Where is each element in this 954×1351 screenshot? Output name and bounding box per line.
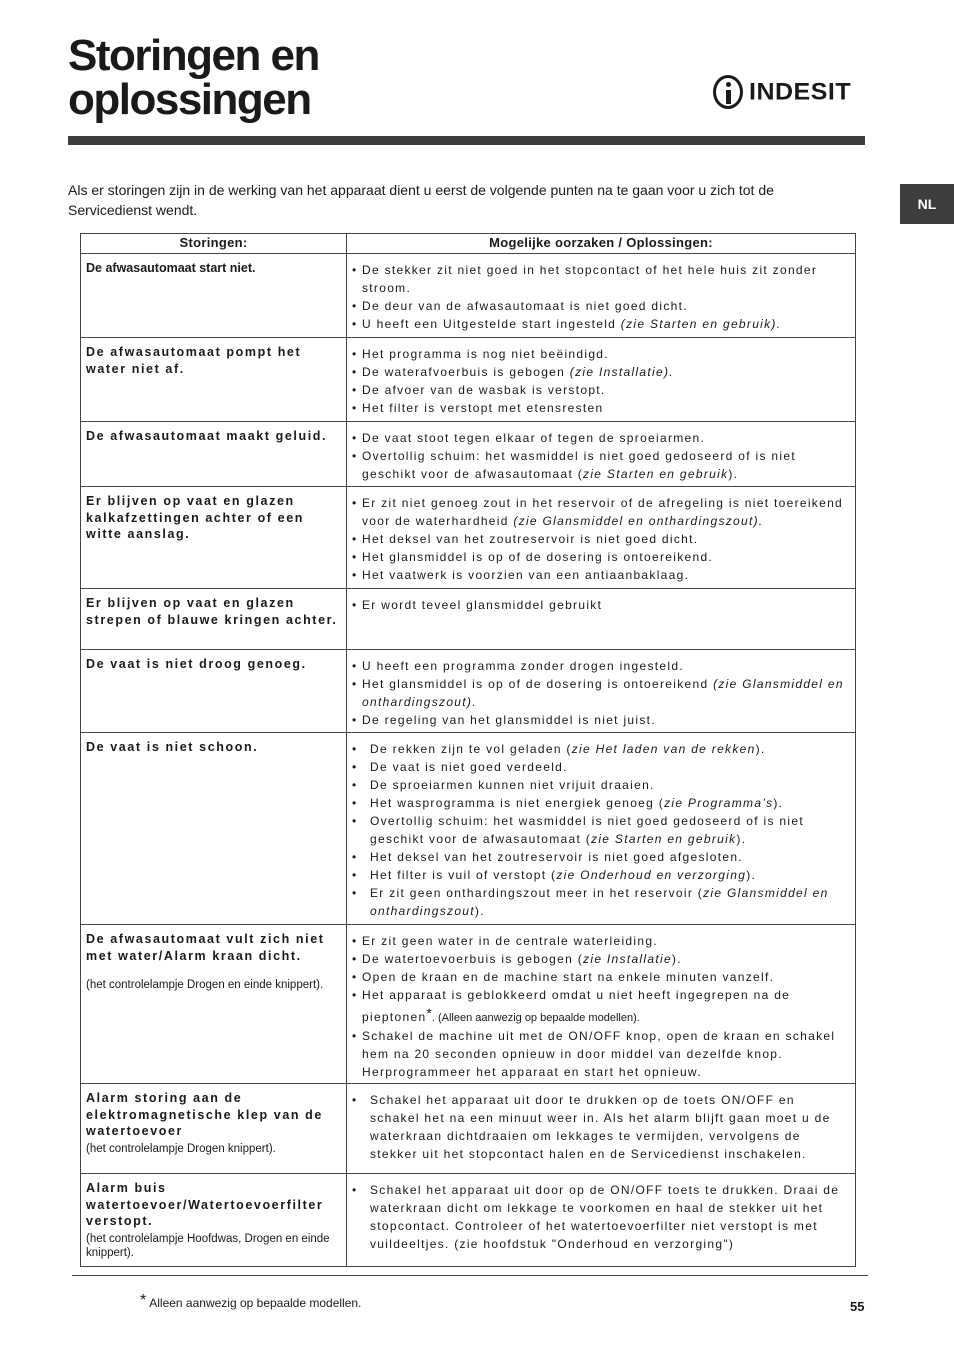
- list-item: • De deur van de afwasautomaat is niet goed dicht.: [352, 299, 688, 313]
- list-item: • Er zit geen water in de centrale waterleiding.: [352, 934, 658, 948]
- fault-label: De vaat is niet schoon.: [86, 740, 259, 754]
- list-item: • De afvoer van de wasbak is verstopt.: [352, 383, 606, 397]
- asterisk-mark: *: [140, 1292, 147, 1309]
- list-item: • Het vaatwerk is voorzien van een antiaanbaklaag.: [352, 568, 690, 582]
- footnote-text: Alleen aanwezig op bepaalde modellen.: [149, 1296, 362, 1310]
- list-item: • Er zit geen onthardingszout meer in het reservoir (zie Glansmiddel en onthardingszout).: [352, 886, 829, 918]
- list-item: • Schakel het apparaat uit door te drukken op de toets ON/OFF en schakel het na een minuut weer in. Als het alarm blijft gaan moet u de waterkraan dichtdraaien om lekkages te vermijden, vervolgens de stekker uit het stopcontact halen en de Servicedienst inschakelen.: [352, 1093, 831, 1161]
- header-divider: [68, 136, 865, 145]
- cause-list: [347, 650, 855, 729]
- fault-note: (het controlelampje Drogen en einde knippert).: [86, 979, 324, 991]
- list-item: • Het wasprogramma is niet energiek genoeg (zie Programma’s).: [352, 796, 784, 810]
- table-header-row: [81, 234, 856, 254]
- cause-list: [347, 254, 855, 333]
- list-item: • Schakel de machine uit met de ON/OFF knop, open de kraan en schakel hem na 20 seconden opnieuw in door middel van dezelfde knop. Herprogrammeer het apparaat en start het opnieuw.: [352, 1029, 836, 1079]
- list-item: • De regeling van het glansmiddel is niet juist.: [352, 713, 656, 727]
- page-title-line-2: oplossingen: [68, 75, 311, 124]
- table-row: [81, 1084, 856, 1174]
- list-item: • Schakel het apparaat uit door op de ON/OFF toets te drukken. Draai de waterkraan dicht om lekkage te voorkomen en haal de stekker uit het stopcontact. Controleer of het watertoevoerfilter niet verstopt is met vuildeeltjes. (zie hoofdstuk "Onderhoud en verzorging"): [352, 1183, 840, 1251]
- page-title: [68, 31, 319, 124]
- indesit-logo-icon: [713, 75, 743, 109]
- list-item: • De vaat stoot tegen elkaar of tegen de sproeiarmen.: [352, 431, 706, 445]
- page-title-line-1: Storingen en: [68, 31, 319, 80]
- fault-label: Alarm buis watertoevoer/Watertoevoerfilter verstopt. (het controlelampje Hoofdwas, Drogen en einde knippert).: [81, 1174, 346, 1260]
- fault-label: Er blijven op vaat en glazen strepen of blauwe kringen achter.: [86, 596, 338, 627]
- cause-list: [347, 422, 855, 483]
- cause-list: [347, 1174, 855, 1253]
- list-item: • De waterafvoerbuis is gebogen (zie Installatie).: [352, 365, 674, 379]
- fault-note: (het controlelampje Hoofdwas, Drogen en einde knippert).: [86, 1232, 330, 1259]
- table-row: [81, 1174, 856, 1267]
- table-row: [81, 733, 856, 925]
- intro-paragraph: Als er storingen zijn in de werking van het apparaat dient u eerst de volgende punten na te gaan voor u zich tot de Servicedienst wendt.: [68, 182, 774, 218]
- cause-list: [347, 733, 855, 920]
- list-item: • Er zit niet genoeg zout in het reservoir of de afregeling is niet toereikend voor de waterhardheid (zie Glansmiddel en onthardingszout).: [352, 496, 844, 528]
- cause-list: [347, 589, 855, 614]
- list-item: • De rekken zijn te vol geladen (zie Het laden van de rekken).: [352, 742, 766, 756]
- asterisk-mark: *: [426, 1005, 432, 1021]
- list-item: • Het deksel van het zoutreservoir is niet goed dicht.: [352, 532, 699, 546]
- cause-list: [347, 1084, 855, 1163]
- header-causes: Mogelijke oorzaken / Oplossingen:: [347, 234, 856, 254]
- footer-divider: [72, 1275, 868, 1276]
- header-faults: Storingen:: [81, 234, 347, 254]
- list-item: • U heeft een Uitgestelde start ingesteld (zie Starten en gebruik).: [352, 317, 782, 331]
- cause-list: [347, 487, 855, 584]
- fault-note: (het controlelampje Drogen knippert).: [86, 1142, 276, 1155]
- brand-name: INDESIT: [749, 78, 852, 105]
- table-row: [81, 650, 856, 733]
- footnote: [140, 1292, 361, 1310]
- list-item: • De sproeiarmen kunnen niet vrijuit draaien.: [352, 778, 655, 792]
- list-item: • Het apparaat is geblokkeerd omdat u niet heeft ingegrepen na de pieptonen*. (Alleen aanwezig op bepaalde modellen).: [352, 988, 791, 1024]
- troubleshooting-table: [80, 233, 856, 1267]
- table-row: [81, 925, 856, 1084]
- list-item: • De watertoevoerbuis is gebogen (zie Installatie).: [352, 952, 682, 966]
- table-row: [81, 254, 856, 338]
- page-number: 55: [850, 1299, 865, 1314]
- fault-label: De afwasautomaat maakt geluid.: [86, 429, 328, 443]
- language-tab: NL: [900, 184, 954, 224]
- list-item: • Het filter is verstopt met etensresten: [352, 401, 604, 415]
- cause-list: [347, 338, 855, 417]
- list-item: • Het filter is vuil of verstopt (zie Onderhoud en verzorging).: [352, 868, 757, 882]
- fault-label: De vaat is niet droog genoeg.: [86, 657, 307, 671]
- cause-list: [347, 925, 855, 1081]
- table-row: [81, 338, 856, 422]
- list-item: • U heeft een programma zonder drogen ingesteld.: [352, 659, 684, 673]
- indesit-logo: [713, 72, 863, 112]
- table-row: [81, 589, 856, 650]
- list-item: • De vaat is niet goed verdeeld.: [352, 760, 568, 774]
- fault-label: Er blijven op vaat en glazen kalkafzettingen achter of een witte aanslag.: [86, 494, 304, 541]
- list-item: • Het deksel van het zoutreservoir is niet goed afgesloten.: [352, 850, 743, 864]
- list-item: • Open de kraan en de machine start na enkele minuten vanzelf.: [352, 970, 775, 984]
- list-item: • Er wordt teveel glansmiddel gebruikt: [352, 598, 603, 612]
- fault-label: De afwasautomaat vult zich niet met water/Alarm kraan dicht. (het controlelampje Drogen en einde knippert).: [81, 925, 346, 992]
- list-item: • Het glansmiddel is op of de dosering is ontoereikend (zie Glansmiddel en onthardingszout).: [352, 677, 844, 709]
- list-item: • De stekker zit niet goed in het stopcontact of het hele huis zit zonder stroom.: [352, 263, 818, 295]
- list-item: • Overtollig schuim: het wasmiddel is niet goed gedoseerd of is niet geschikt voor de afwasautomaat (zie Starten en gebruik).: [352, 449, 796, 481]
- table-row: [81, 422, 856, 487]
- list-item: • Het glansmiddel is op of de dosering is ontoereikend.: [352, 550, 714, 564]
- fault-label: Alarm storing aan de elektromagnetische klep van de watertoevoer (het controlelampje Drogen knippert).: [81, 1084, 346, 1156]
- list-item: • Overtollig schuim: het wasmiddel is niet goed gedoseerd of is niet geschikt voor de afwasautomaat (zie Starten en gebruik).: [352, 814, 804, 846]
- table-row: [81, 487, 856, 589]
- list-item: • Het programma is nog niet beëindigd.: [352, 347, 609, 361]
- fault-label: De afwasautomaat pompt het water niet af.: [86, 345, 302, 376]
- fault-label: De afwasautomaat start niet.: [86, 261, 256, 275]
